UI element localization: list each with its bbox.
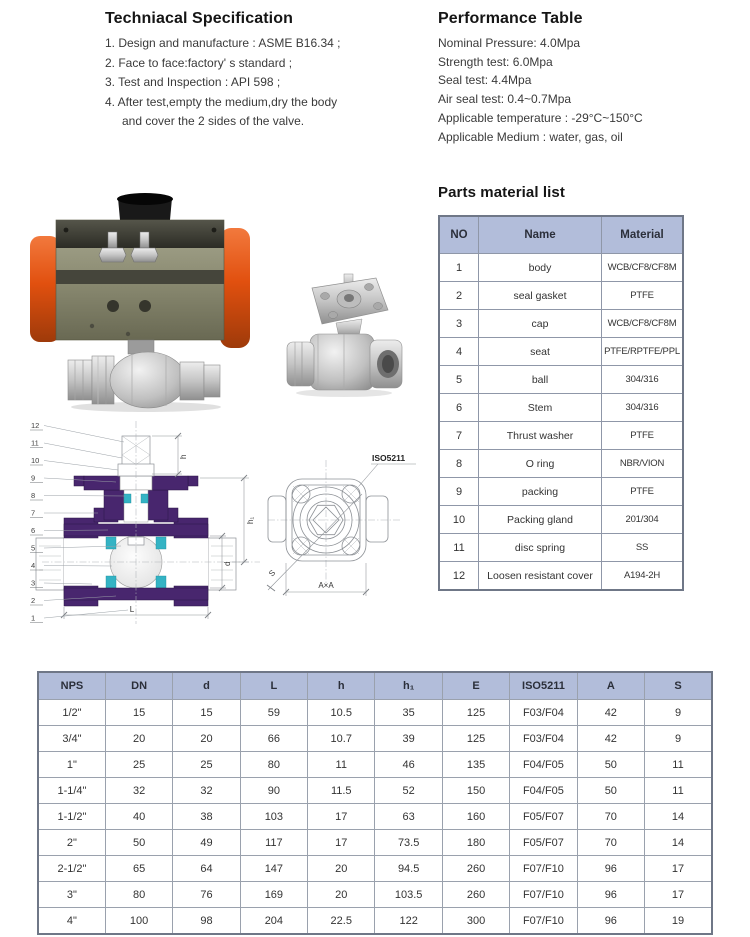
table-cell: Packing gland xyxy=(479,506,602,534)
table-cell: SS xyxy=(602,534,684,562)
callout-number: 12 xyxy=(31,421,40,430)
table-cell: PTFE xyxy=(602,422,684,450)
table-cell: NBR/VION xyxy=(602,450,684,478)
table-cell: 40 xyxy=(105,804,172,830)
table-cell: body xyxy=(479,254,602,282)
table-cell: 70 xyxy=(577,830,644,856)
table-cell: 50 xyxy=(577,752,644,778)
ball-valve-illustration xyxy=(282,268,408,398)
table-cell: 12 xyxy=(439,562,479,591)
callout-number: 8 xyxy=(31,491,36,500)
table-row xyxy=(38,752,712,778)
table-cell: 1-1/4" xyxy=(38,778,105,804)
table-cell: 10 xyxy=(439,506,479,534)
table-cell: 135 xyxy=(442,752,509,778)
table-cell: 96 xyxy=(577,856,644,882)
table-cell: 80 xyxy=(105,882,172,908)
spec-list-item: 4. After test,empty the medium,dry the body xyxy=(105,94,338,109)
table-cell: 103 xyxy=(240,804,307,830)
performance-table-title: Performance Table xyxy=(438,10,583,27)
table-cell: 125 xyxy=(442,726,509,752)
table-cell: F05/F07 xyxy=(510,804,577,830)
table-cell: 20 xyxy=(105,726,172,752)
table-row xyxy=(439,394,683,422)
table-cell: disc spring xyxy=(479,534,602,562)
table-cell: PTFE/RPTFE/PPL xyxy=(602,338,684,366)
technical-specification-section xyxy=(105,10,440,132)
table-cell: 1 xyxy=(439,254,479,282)
table-cell: F04/F05 xyxy=(510,752,577,778)
dim-label-d: d xyxy=(223,561,232,566)
table-cell: 46 xyxy=(375,752,442,778)
table-cell: 19 xyxy=(645,908,712,935)
table-cell: 32 xyxy=(173,778,240,804)
table-cell: F04/F05 xyxy=(510,778,577,804)
table-cell: Thrust washer xyxy=(479,422,602,450)
callout-number: 7 xyxy=(31,508,36,518)
pneumatic-actuator-valve-illustration xyxy=(28,188,252,414)
table-cell: 9 xyxy=(439,478,479,506)
column-header: DN xyxy=(105,672,172,700)
table-row xyxy=(439,562,683,591)
table-cell: 42 xyxy=(577,726,644,752)
performance-line: Applicable temperature : -29°C~150°C xyxy=(438,110,643,125)
table-cell: 117 xyxy=(240,830,307,856)
table-row xyxy=(439,478,683,506)
table-cell: 6 xyxy=(439,394,479,422)
pneumatic-actuator-valve-photo xyxy=(28,188,252,414)
column-header: E xyxy=(442,672,509,700)
performance-line: Seal test: 4.4Mpa xyxy=(438,73,532,88)
table-cell: 14 xyxy=(645,804,712,830)
table-cell: PTFE xyxy=(602,282,684,310)
dimensions-table xyxy=(37,671,713,935)
table-cell: PTFE xyxy=(602,478,684,506)
table-cell: 125 xyxy=(442,700,509,726)
table-cell: 14 xyxy=(645,830,712,856)
table-cell: F05/F07 xyxy=(510,830,577,856)
table-cell: 70 xyxy=(577,804,644,830)
parts-table-body xyxy=(439,254,683,591)
table-cell: 25 xyxy=(105,752,172,778)
table-cell: 66 xyxy=(240,726,307,752)
table-cell: F07/F10 xyxy=(510,882,577,908)
table-cell: 9 xyxy=(645,726,712,752)
column-header: ISO5211 xyxy=(510,672,577,700)
table-cell: 17 xyxy=(645,882,712,908)
table-row xyxy=(439,506,683,534)
table-cell: F07/F10 xyxy=(510,908,577,935)
table-cell: 2-1/2" xyxy=(38,856,105,882)
column-header: A xyxy=(577,672,644,700)
callout-number: 2 xyxy=(31,596,36,605)
table-cell: 50 xyxy=(577,778,644,804)
table-cell: 49 xyxy=(173,830,240,856)
iso5211-top-view-drawing xyxy=(266,436,422,610)
callout-number: 3 xyxy=(31,578,36,588)
technical-specification-list xyxy=(105,34,440,132)
table-cell: 90 xyxy=(240,778,307,804)
table-cell: 160 xyxy=(442,804,509,830)
table-cell: 11 xyxy=(439,534,479,562)
table-cell: 52 xyxy=(375,778,442,804)
table-cell: F03/F04 xyxy=(510,726,577,752)
table-cell: 59 xyxy=(240,700,307,726)
table-cell: F07/F10 xyxy=(510,856,577,882)
table-cell: 260 xyxy=(442,856,509,882)
table-cell: 32 xyxy=(105,778,172,804)
callout-number: 10 xyxy=(31,456,40,465)
table-cell: 204 xyxy=(240,908,307,935)
table-cell: 63 xyxy=(375,804,442,830)
table-cell: 304/316 xyxy=(602,366,684,394)
dimensions-table-body xyxy=(38,700,712,935)
column-header: L xyxy=(240,672,307,700)
iso5211-top-view-svg xyxy=(266,436,422,610)
table-cell: packing xyxy=(479,478,602,506)
table-cell: 1/2" xyxy=(38,700,105,726)
table-row xyxy=(439,366,683,394)
table-cell: 147 xyxy=(240,856,307,882)
table-cell: 11 xyxy=(645,752,712,778)
table-cell: seat xyxy=(479,338,602,366)
table-row xyxy=(38,804,712,830)
table-row xyxy=(38,882,712,908)
parts-material-table xyxy=(438,215,684,591)
table-cell: 2" xyxy=(38,830,105,856)
table-cell: 3" xyxy=(38,882,105,908)
dim-label-h1: h₁ xyxy=(246,516,255,524)
table-cell: 260 xyxy=(442,882,509,908)
table-cell: ball xyxy=(479,366,602,394)
table-cell: 17 xyxy=(308,804,375,830)
table-cell: 169 xyxy=(240,882,307,908)
table-cell: 15 xyxy=(105,700,172,726)
table-row xyxy=(38,908,712,935)
performance-line: Air seal test: 0.4~0.7Mpa xyxy=(438,92,572,107)
table-cell: O ring xyxy=(479,450,602,478)
table-cell: 22.5 xyxy=(308,908,375,935)
table-cell: 150 xyxy=(442,778,509,804)
table-cell: 1-1/2" xyxy=(38,804,105,830)
spec-list-item: 2. Face to face:factory' s standard ; xyxy=(105,55,293,70)
table-cell: 304/316 xyxy=(602,394,684,422)
callout-numbers-group xyxy=(30,421,43,623)
performance-table-section xyxy=(438,10,743,146)
column-header: NO xyxy=(439,216,479,254)
dimensions-table-head xyxy=(38,672,712,700)
callout-number: 6 xyxy=(31,526,36,535)
table-cell: 42 xyxy=(577,700,644,726)
table-cell: WCB/CF8/CF8M xyxy=(602,254,684,282)
table-cell: 10.7 xyxy=(308,726,375,752)
spec-list-item: 1. Design and manufacture : ASME B16.34 ; xyxy=(105,36,341,50)
table-cell: F03/F04 xyxy=(510,700,577,726)
table-header-row xyxy=(38,672,712,700)
table-row xyxy=(439,450,683,478)
table-cell: 96 xyxy=(577,882,644,908)
table-cell: 122 xyxy=(375,908,442,935)
table-cell: 80 xyxy=(240,752,307,778)
table-cell: 20 xyxy=(308,856,375,882)
table-cell: 3/4" xyxy=(38,726,105,752)
table-header-row xyxy=(439,216,683,254)
table-cell: WCB/CF8/CF8M xyxy=(602,310,684,338)
dim-label-L: L xyxy=(129,605,135,614)
performance-line: Nominal Pressure: 4.0Mpa xyxy=(438,36,581,50)
table-cell: 38 xyxy=(173,804,240,830)
column-header: d xyxy=(173,672,240,700)
table-cell: seal gasket xyxy=(479,282,602,310)
column-header: NPS xyxy=(38,672,105,700)
callout-number: 4 xyxy=(31,561,36,570)
table-row xyxy=(439,310,683,338)
table-cell: 15 xyxy=(173,700,240,726)
table-cell: 11.5 xyxy=(308,778,375,804)
table-cell: 39 xyxy=(375,726,442,752)
valve-cross-section-svg xyxy=(28,416,278,632)
table-cell: 65 xyxy=(105,856,172,882)
technical-specification-title: Techniacal Specification xyxy=(105,10,293,27)
table-cell: 98 xyxy=(173,908,240,935)
parts-table-head xyxy=(439,216,683,254)
table-cell: 11 xyxy=(645,778,712,804)
iso5211-label: ISO5211 xyxy=(372,453,406,463)
table-row xyxy=(439,254,683,282)
dim-label-s: S xyxy=(267,568,278,579)
table-cell: 10.5 xyxy=(308,700,375,726)
table-cell: A194-2H xyxy=(602,562,684,591)
valve-cross-section-drawing xyxy=(28,416,278,632)
table-cell: 17 xyxy=(308,830,375,856)
table-row xyxy=(38,726,712,752)
table-row xyxy=(38,856,712,882)
table-cell: Loosen resistant cover xyxy=(479,562,602,591)
dim-label-h: h xyxy=(179,454,188,459)
table-cell: 9 xyxy=(645,700,712,726)
table-row xyxy=(38,700,712,726)
parts-material-list-title: Parts material list xyxy=(438,184,565,201)
performance-lines xyxy=(438,34,743,146)
table-cell: 3 xyxy=(439,310,479,338)
table-cell: 17 xyxy=(645,856,712,882)
table-cell: 4" xyxy=(38,908,105,935)
callout-number: 11 xyxy=(31,438,39,448)
table-cell: 5 xyxy=(439,366,479,394)
column-header: S xyxy=(645,672,712,700)
ball-valve-photo xyxy=(282,268,408,398)
table-cell: 94.5 xyxy=(375,856,442,882)
table-cell: 300 xyxy=(442,908,509,935)
table-cell: 180 xyxy=(442,830,509,856)
table-cell: 50 xyxy=(105,830,172,856)
table-row xyxy=(38,778,712,804)
table-row xyxy=(439,422,683,450)
column-header: Name xyxy=(479,216,602,254)
table-row xyxy=(439,338,683,366)
callout-number: 9 xyxy=(31,473,36,483)
column-header: Material xyxy=(602,216,684,254)
table-cell: 7 xyxy=(439,422,479,450)
table-cell: 2 xyxy=(439,282,479,310)
table-cell: 1" xyxy=(38,752,105,778)
column-header: h xyxy=(308,672,375,700)
table-cell: 103.5 xyxy=(375,882,442,908)
performance-line: Strength test: 6.0Mpa xyxy=(438,54,553,69)
table-row xyxy=(38,830,712,856)
table-cell: 76 xyxy=(173,882,240,908)
table-cell: 73.5 xyxy=(375,830,442,856)
spec-list-item: and cover the 2 sides of the valve. xyxy=(122,114,305,128)
callout-number: 1 xyxy=(31,613,36,623)
table-cell: 201/304 xyxy=(602,506,684,534)
table-cell: Stem xyxy=(479,394,602,422)
parts-material-list-section xyxy=(438,184,698,591)
axa-dim-label: A×A xyxy=(318,581,334,590)
spec-list-item: 3. Test and Inspection : API 598 ; xyxy=(105,75,281,89)
table-cell: 20 xyxy=(173,726,240,752)
table-row xyxy=(439,534,683,562)
table-cell: 35 xyxy=(375,700,442,726)
table-cell: cap xyxy=(479,310,602,338)
table-cell: 25 xyxy=(173,752,240,778)
table-cell: 100 xyxy=(105,908,172,935)
column-header: h₁ xyxy=(375,672,442,700)
table-cell: 20 xyxy=(308,882,375,908)
table-cell: 8 xyxy=(439,450,479,478)
performance-line: Applicable Medium : water, gas, oil xyxy=(438,129,623,144)
table-cell: 4 xyxy=(439,338,479,366)
table-row xyxy=(439,282,683,310)
table-cell: 96 xyxy=(577,908,644,935)
table-cell: 64 xyxy=(173,856,240,882)
table-cell: 11 xyxy=(308,752,375,778)
callout-number: 5 xyxy=(31,543,36,553)
